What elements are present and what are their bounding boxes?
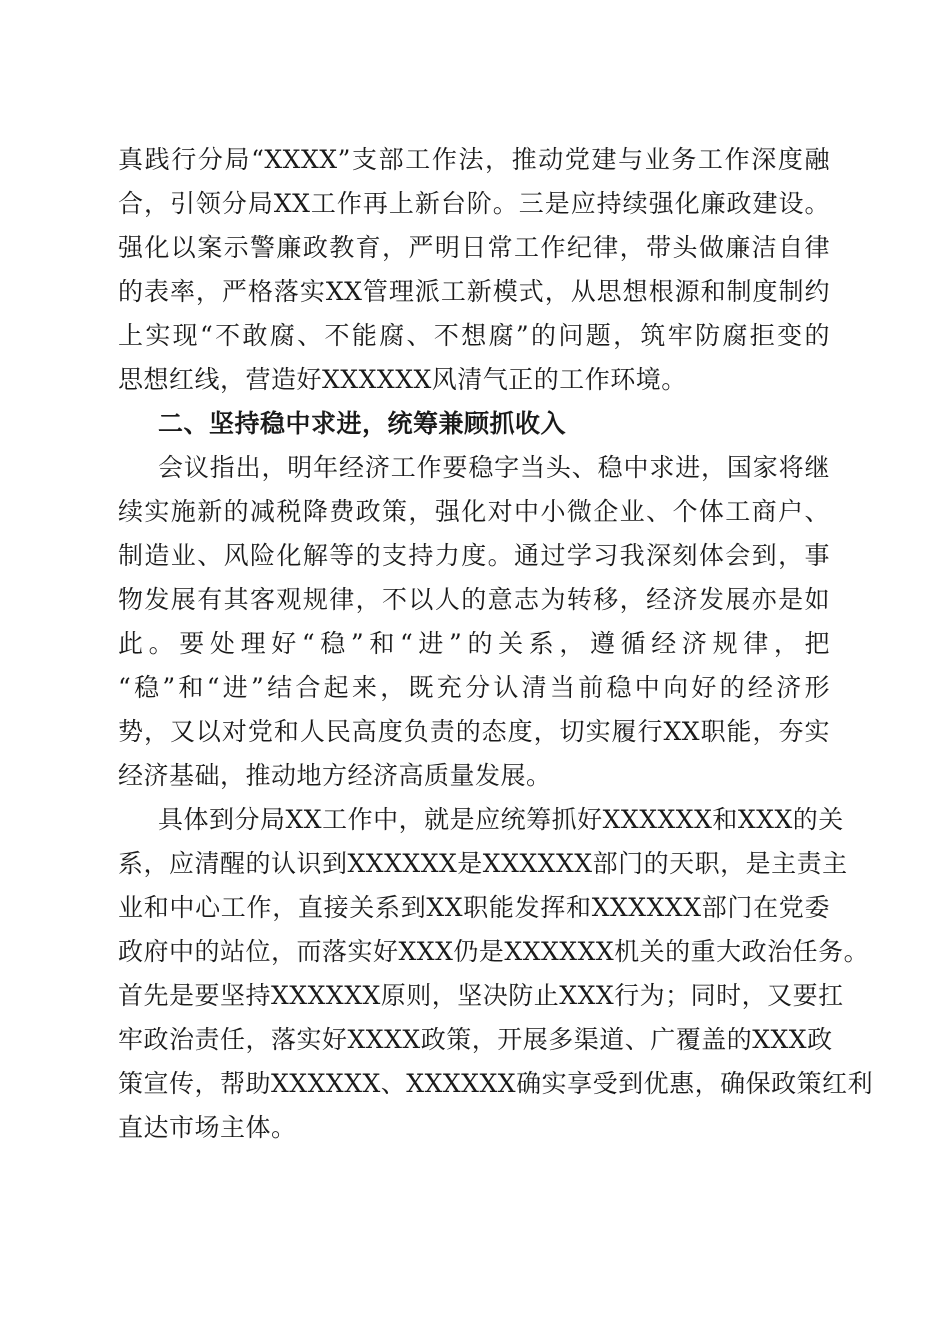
text-line: 真践行分局“XXXX”支部工作法，推动党建与业务工作深度融	[118, 145, 830, 174]
text-line: 上实现“不敢腐、不能腐、不想腐”的问题，筑牢防腐拒变的	[118, 321, 830, 350]
text-line: 政府中的站位，而落实好XXX仍是XXXXXX机关的重大政治任务。	[118, 937, 870, 966]
text-line: 合，引领分局XX工作再上新台阶。三是应持续强化廉政建设。	[118, 189, 830, 218]
text-line: 牢政治责任，落实好XXXX政策，开展多渠道、广覆盖的XXX政	[118, 1025, 833, 1054]
text-line: 首先是要坚持XXXXXX原则，坚决防止XXX行为；同时，又要扛	[118, 981, 844, 1010]
text-line: 经济基础，推动地方经济高质量发展。	[118, 761, 552, 790]
text-line: 思想红线，营造好XXXXXX风清气正的工作环境。	[118, 365, 687, 394]
text-line: 势，又以对党和人民高度负责的态度，切实履行XX职能，夯实	[118, 717, 830, 746]
text-line: “稳”和“进”结合起来，既充分认清当前稳中向好的经济形	[118, 673, 830, 702]
text-line: 物发展有其客观规律，不以人的意志为转移，经济发展亦是如	[118, 585, 830, 614]
text-line: 系，应清醒的认识到XXXXXX是XXXXXX部门的天职，是主责主	[118, 849, 848, 878]
paragraph-2	[118, 446, 830, 798]
paragraph-3	[118, 798, 874, 1150]
text-line: 强化以案示警廉政教育，严明日常工作纪律，带头做廉洁自律	[118, 233, 830, 262]
text-line: 此。要处理好“稳”和“进”的关系，遵循经济规律，把	[118, 629, 830, 658]
text-line: 策宣传，帮助XXXXXX、XXXXXX确实享受到优惠，确保政策红利	[118, 1069, 874, 1098]
text-line: 续实施新的减税降费政策，强化对中小微企业、个体工商户、	[118, 497, 830, 526]
document-page	[118, 138, 874, 1150]
section-heading: 二、坚持稳中求进，统筹兼顾抓收入	[158, 409, 567, 438]
paragraph-1	[118, 138, 830, 402]
text-line: 会议指出，明年经济工作要稳字当头、稳中求进，国家将继	[158, 453, 830, 482]
text-line: 的表率，严格落实XX管理派工新模式，从思想根源和制度制约	[118, 277, 830, 306]
text-line: 直达市场主体。	[118, 1113, 297, 1142]
text-line: 业和中心工作，直接关系到XX职能发挥和XXXXXX部门在党委	[118, 893, 830, 922]
text-line: 制造业、风险化解等的支持力度。通过学习我深刻体会到，事	[118, 541, 830, 570]
text-line: 具体到分局XX工作中，就是应统筹抓好XXXXXX和XXX的关	[158, 805, 844, 834]
